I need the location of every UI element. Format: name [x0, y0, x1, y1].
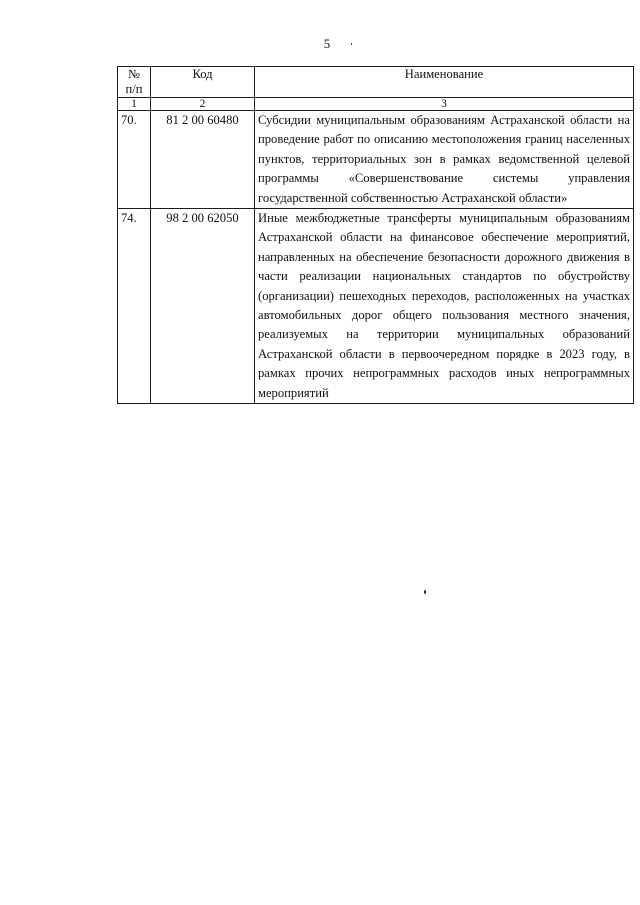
header-name: Наименование — [255, 67, 634, 98]
column-number-row — [118, 98, 634, 111]
row-name: Иные межбюджетные трансферты муниципальным образованиям Астраханской области на финансовое обеспечение мероприятий, направленных на обеспечение безопасности дорожного движения в части реализации национальных стандартов по обустройству (организации) пешеходных переходов, расположенных на участках автомобильных дорог общего пользования местного значения, реализуемых на территории муниципальных образований Астраханской области в первоочередном порядке в 2023 году, в рамках прочих непрограммных расходов иных непрограммных мероприятий — [255, 209, 634, 404]
row-code: 81 2 00 60480 — [151, 111, 255, 209]
scan-speck — [424, 590, 426, 594]
table-row — [118, 111, 634, 209]
header-code: Код — [151, 67, 255, 98]
page-number: 5 — [323, 36, 331, 51]
column-number: 2 — [151, 98, 255, 111]
row-name: Субсидии муниципальным образованиям Астраханской области на проведение работ по описанию местоположения границ населенных пунктов, территориальных зон в рамках ведомственной целевой программы «Совершенствование системы управления государственной собственностью Астраханской области» — [255, 111, 634, 209]
column-number: 3 — [255, 98, 634, 111]
table-header-row — [118, 67, 634, 98]
header-num: № п/п — [118, 67, 151, 98]
row-number: 74. — [118, 209, 151, 404]
column-number: 1 — [118, 98, 151, 111]
row-code: 98 2 00 62050 — [151, 209, 255, 404]
row-number: 70. — [118, 111, 151, 209]
budget-code-table — [117, 66, 634, 404]
scan-speck — [351, 43, 352, 45]
table-row — [118, 209, 634, 404]
